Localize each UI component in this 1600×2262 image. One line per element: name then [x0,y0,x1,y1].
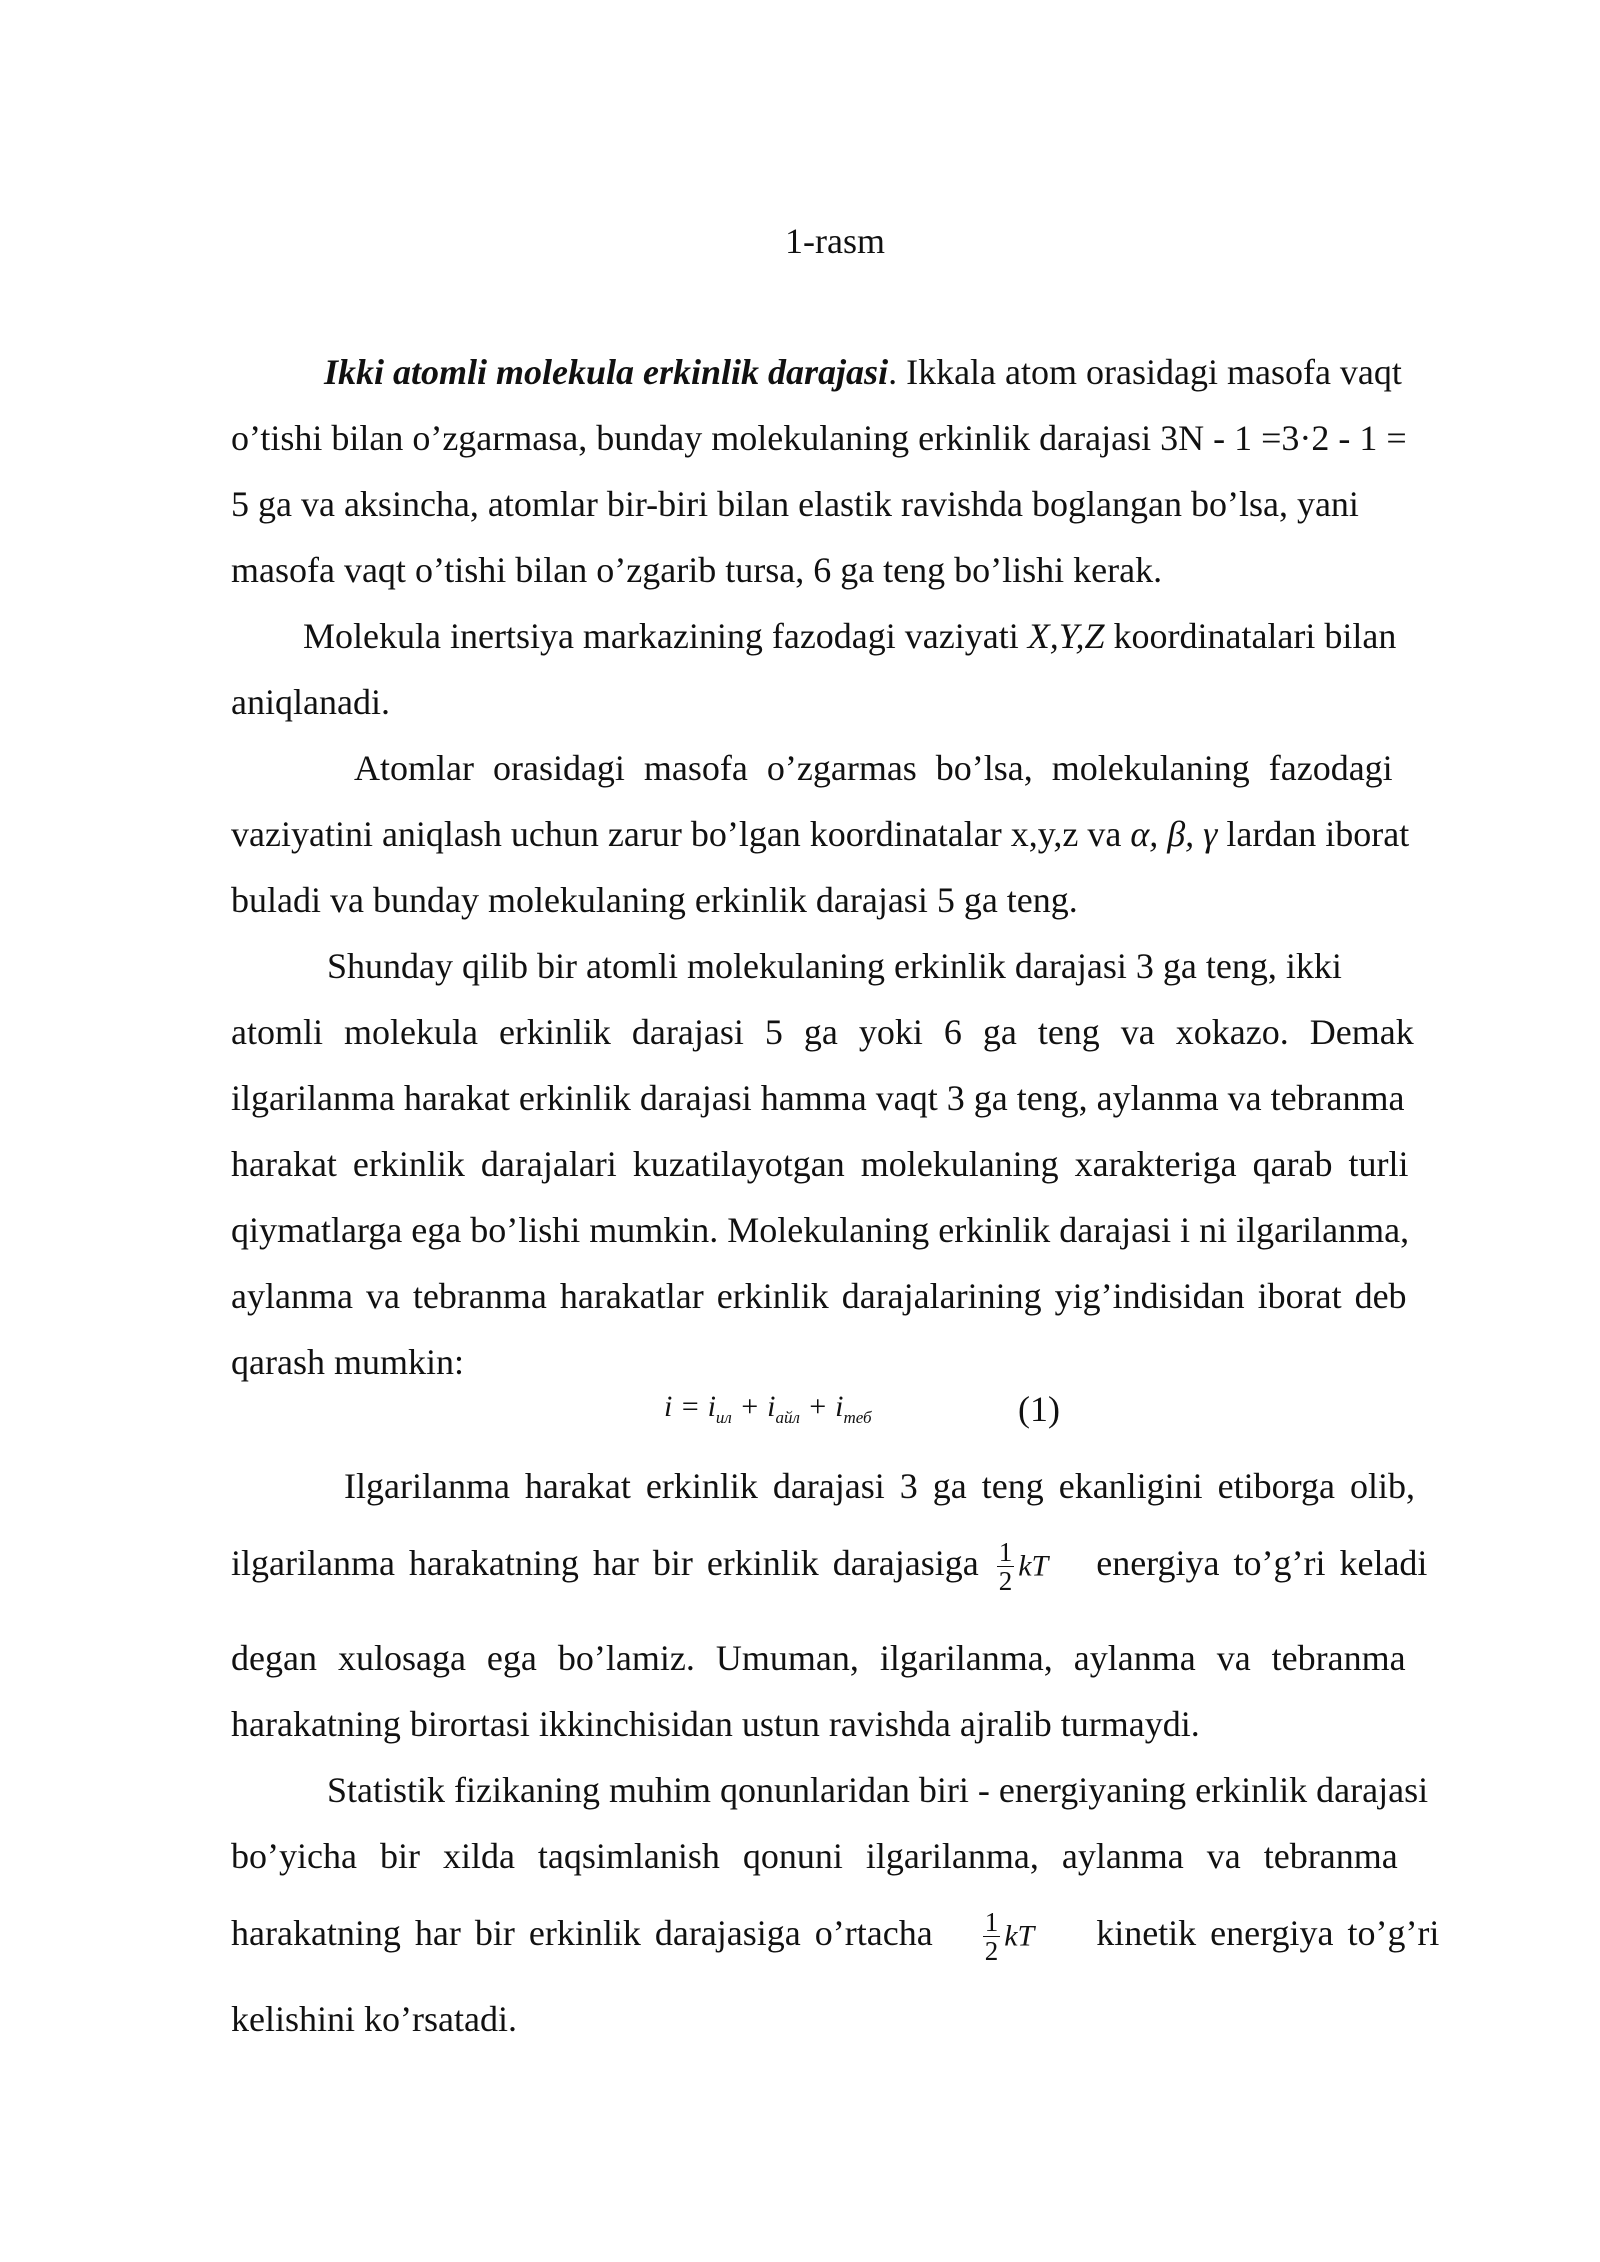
fraction-one-half [997,1538,1015,1595]
paragraph-2-line-1 [231,603,1499,669]
paragraph-6-line-3 [231,1900,1499,1966]
paragraph-5-line-1: Ilgarilanma harakat erkinlik darajasi 3 ga teng ekanligini etiborga olib, [344,1466,1415,1506]
paragraph-2-text-a: Molekula inertsiya markazining fazodagi vaziyati [303,616,1028,656]
equation-term-3: + i [799,1390,844,1423]
paragraph-1-line-3: 5 ga va aksincha, atomlar bir-biri bilan elastik ravishda boglangan bo’lsa, yani [231,484,1359,524]
paragraph-2-text-b: koordinatalari bilan [1104,616,1397,656]
equation-sub-vibrational: теб [843,1408,872,1427]
paragraph-3-line-3: buladi va bunday molekulaning erkinlik darajasi 5 ga teng. [231,880,1078,920]
section-title: Ikki atomli molekula erkinlik darajasi [324,352,889,392]
paragraph-6-line-1: Statistik fizikaning muhim qonunlaridan biri - energiyaning erkinlik darajasi [327,1770,1429,1810]
equation-lhs: i = i [664,1390,716,1423]
equation-number: (1) [1018,1389,1060,1429]
equation-sub-rotational: айл [775,1408,800,1427]
paragraph-4-line-3: ilgarilanma harakat erkinlik darajasi hamma vaqt 3 ga teng, aylanma va tebranma [231,1078,1405,1118]
paragraph-1-line-1 [231,339,1499,405]
paragraph-1-line-4: masofa vaqt o’tishi bilan o’zgarib tursa, 6 ga teng bo’lishi kerak. [231,550,1163,590]
paragraph-4-line-6: aylanma va tebranma harakatlar erkinlik darajalarining yig’indisidan iborat deb [231,1276,1407,1316]
paragraph-5-text-b: energiya to’g’ri keladi [1096,1543,1428,1583]
paragraph-2-line-2: aniqlanadi. [231,682,390,722]
paragraph-5-text-a: ilgarilanma harakatning har bir erkinlik darajasiga [231,1543,979,1583]
coordinates-xyz: X,Y,Z [1027,616,1105,656]
fraction-one-half-2 [983,1908,1001,1965]
equation-sub-translational: ил [715,1408,732,1427]
fraction-denominator: 2 [998,1566,1013,1597]
paragraph-5-line-3: degan xulosaga ega bo’lamiz. Umuman, ilgarilanma, aylanma va tebranma [231,1638,1406,1678]
paragraph-6-text-a: harakatning har bir erkinlik darajasiga o’rtacha [231,1913,933,1953]
paragraph-4-line-7: qarash mumkin: [231,1342,464,1382]
paragraph-1-line-2: o’tishi bilan o’zgarmasa, bunday molekulaning erkinlik darajasi 3N - 1 =3·2 - 1 = [231,418,1407,458]
paragraph-4-line-4: harakat erkinlik darajalari kuzatilayotgan molekulaning xarakteriga qarab turli [231,1144,1409,1184]
kt-symbol: kT [1004,1919,1035,1953]
figure-caption: 1-rasm [785,221,885,261]
fraction-denominator: 2 [984,1936,999,1967]
kt-symbol: kT [1018,1549,1049,1583]
fraction-numerator: 1 [998,1537,1013,1568]
greek-angles: α, β, γ [1130,814,1218,854]
paragraph-6-line-4: kelishini ko’rsatadi. [231,1999,517,2039]
paragraph-3-text-b: lardan iborat [1217,814,1410,854]
paragraph-3-line-2 [231,801,1499,867]
equation-1 [664,1390,872,1428]
paragraph-6-line-2: bo’yicha bir xilda taqsimlanish qonuni ilgarilanma, aylanma va tebranma [231,1836,1398,1876]
paragraph-5-line-2 [231,1530,1499,1596]
paragraph-5-line-4: harakatning birortasi ikkinchisidan ustun ravishda ajralib turmaydi. [231,1704,1200,1744]
paragraph-6-text-b: kinetik energiya to’g’ri [1096,1913,1440,1953]
equation-term-2: + i [731,1390,776,1423]
paragraph-1-text: . Ikkala atom orasidagi masofa vaqt [888,352,1402,392]
paragraph-3-text-a: vaziyatini aniqlash uchun zarur bo’lgan koordinatalar x,y,z va [231,814,1131,854]
paragraph-3-line-1: Atomlar orasidagi masofa o’zgarmas bo’lsa, molekulaning fazodagi [354,748,1393,788]
paragraph-4-line-5: qiymatlarga ega bo’lishi mumkin. Molekulaning erkinlik darajasi i ni ilgarilanma, [231,1210,1410,1250]
fraction-numerator: 1 [984,1907,999,1938]
paragraph-4-line-2: atomli molekula erkinlik darajasi 5 ga yoki 6 ga teng va xokazo. Demak [231,1012,1414,1052]
paragraph-4-line-1: Shunday qilib bir atomli molekulaning erkinlik darajasi 3 ga teng, ikki [327,946,1342,986]
